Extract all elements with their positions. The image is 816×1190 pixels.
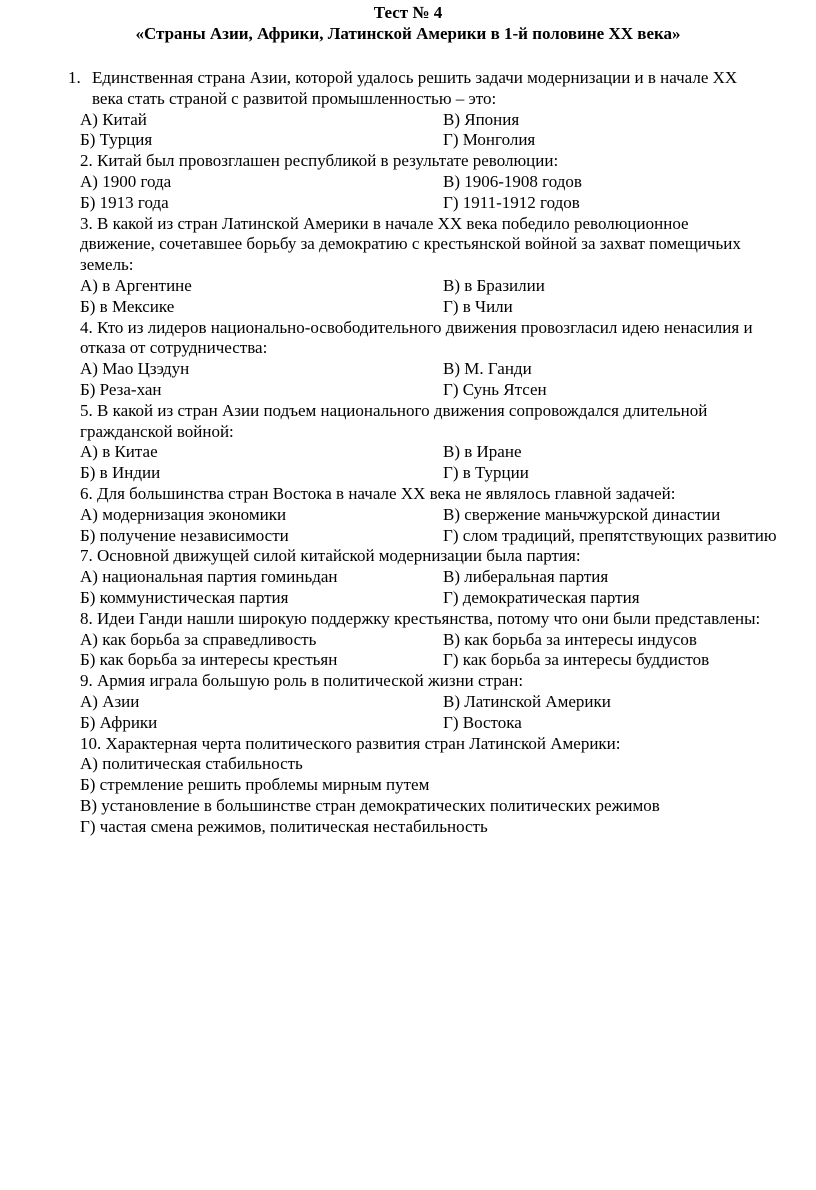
answer-row	[80, 526, 814, 547]
question-1	[68, 68, 814, 151]
answer-row	[80, 193, 814, 214]
question-5	[80, 401, 814, 484]
answer-row	[80, 130, 814, 151]
question-text: Единственная страна Азии, которой удалось решить задачи модернизации и в начале XX	[92, 68, 738, 87]
answer-option: Б) в Индии	[80, 463, 161, 483]
answer-row	[80, 380, 814, 401]
answer-row	[80, 359, 814, 380]
question-text-line: века стать страной с развитой промышленностью – это:	[92, 88, 497, 108]
answer-option: В) М. Ганди	[443, 359, 532, 379]
question-number: 1.	[68, 68, 81, 87]
answer-row	[80, 276, 814, 297]
answer-row	[80, 692, 814, 713]
answer-option: А) Азии	[80, 691, 140, 711]
answer-option: Б) коммунистическая партия	[80, 587, 289, 607]
answer-row	[80, 505, 814, 526]
answer-option: Г) в Турции	[443, 463, 529, 483]
question-text-line: 5. В какой из стран Азии подъем национального движения сопровождался длительной	[80, 400, 708, 420]
answer-row	[80, 650, 814, 671]
question-text-line: 2. Китай был провозглашен республикой в результате революции:	[80, 151, 559, 171]
answer-option: В) либеральная партия	[443, 567, 609, 587]
question-text-line: отказа от сотрудничества:	[80, 338, 268, 358]
question-2	[80, 151, 814, 213]
answer-option: В) в Бразилии	[443, 275, 545, 295]
answer-option: А) 1900 года	[80, 171, 172, 191]
question-text-line: А) политическая стабильность	[80, 754, 303, 774]
answer-option: Г) Монголия	[443, 130, 536, 150]
answer-option: Г) в Чили	[443, 296, 513, 316]
question-text-line: 10. Характерная черта политического развития стран Латинской Америки:	[80, 733, 621, 753]
answer-option: Б) 1913 года	[80, 192, 169, 212]
answer-option: В) Латинской Америки	[443, 691, 611, 711]
question-text-line: движение, сочетавшее борьбу за демократию с крестьянской войной за захват помещичьих	[80, 234, 741, 254]
answer-row	[80, 297, 814, 318]
question-text-line: земель:	[80, 255, 134, 275]
answer-option: Б) в Мексике	[80, 296, 175, 316]
answer-row	[80, 588, 814, 609]
answer-row	[80, 110, 814, 131]
answer-option: В) как борьба за интересы индусов	[443, 629, 697, 649]
answer-option: А) в Аргентине	[80, 275, 192, 295]
answer-option: А) Мао Цзэдун	[80, 359, 190, 379]
question-text-line: 8. Идеи Ганди нашли широкую поддержку крестьянства, потому что они были представлены:	[80, 608, 761, 628]
question-text-line	[68, 68, 814, 89]
answer-row	[80, 442, 814, 463]
question-7	[80, 546, 814, 608]
question-10	[80, 734, 814, 838]
questions-list	[68, 68, 814, 837]
answer-option: Г) Востока	[443, 712, 522, 732]
answer-row	[80, 463, 814, 484]
answer-option: В) Япония	[443, 109, 520, 129]
question-text-line: 6. Для большинства стран Востока в начале XX века не являлось главной задачей:	[80, 483, 676, 503]
answer-option: А) Китай	[80, 109, 147, 129]
answer-option: В) 1906-1908 годов	[443, 171, 582, 191]
question-text-line: 3. В какой из стран Латинской Америки в начале XX века победило революционное	[80, 213, 689, 233]
answer-option: Б) получение независимости	[80, 525, 289, 545]
answer-option: В) в Иране	[443, 442, 522, 462]
question-text-line: Г) частая смена режимов, политическая нестабильность	[80, 816, 488, 836]
answer-option: В) свержение маньчжурской династии	[443, 504, 721, 524]
question-4	[80, 318, 814, 401]
answer-option: А) модернизация экономики	[80, 504, 287, 524]
answer-option: А) как борьба за справедливость	[80, 629, 317, 649]
question-text-line: 4. Кто из лидеров национально-освободительного движения провозгласил идею ненасилия и	[80, 317, 753, 337]
answer-option: Г) как борьба за интересы буддистов	[443, 650, 710, 670]
question-6	[80, 484, 814, 546]
answer-option: Б) Турция	[80, 130, 153, 150]
test-title: Тест № 4	[373, 3, 443, 22]
answer-option: А) национальная партия гоминьдан	[80, 567, 338, 587]
question-text-line: 9. Армия играла большую роль в политической жизни стран:	[80, 671, 524, 691]
answer-option: Б) Реза-хан	[80, 379, 162, 399]
question-8	[80, 609, 814, 671]
answer-option: Г) демократическая партия	[443, 587, 640, 607]
question-3	[80, 214, 814, 318]
answer-row	[80, 172, 814, 193]
answer-row	[80, 630, 814, 651]
question-text-line: 7. Основной движущей силой китайской модернизации была партия:	[80, 546, 581, 566]
question-text-line: Б) стремление решить проблемы мирным путем	[80, 775, 430, 795]
answer-option: Г) слом традиций, препятствующих развитию	[443, 525, 777, 545]
answer-option: Г) 1911-1912 годов	[443, 192, 580, 212]
answer-row	[80, 567, 814, 588]
question-9	[80, 671, 814, 733]
answer-option: Г) Сунь Ятсен	[443, 379, 547, 399]
question-text-line: гражданской войной:	[80, 421, 234, 441]
answer-option: Б) Африки	[80, 712, 158, 732]
answer-option: А) в Китае	[80, 442, 158, 462]
answer-option: Б) как борьба за интересы крестьян	[80, 650, 338, 670]
answer-row	[80, 713, 814, 734]
question-text-line: В) установление в большинстве стран демократических политических режимов	[80, 795, 660, 815]
test-subtitle: «Страны Азии, Африки, Латинской Америки в 1-й половине XX века»	[135, 24, 681, 43]
